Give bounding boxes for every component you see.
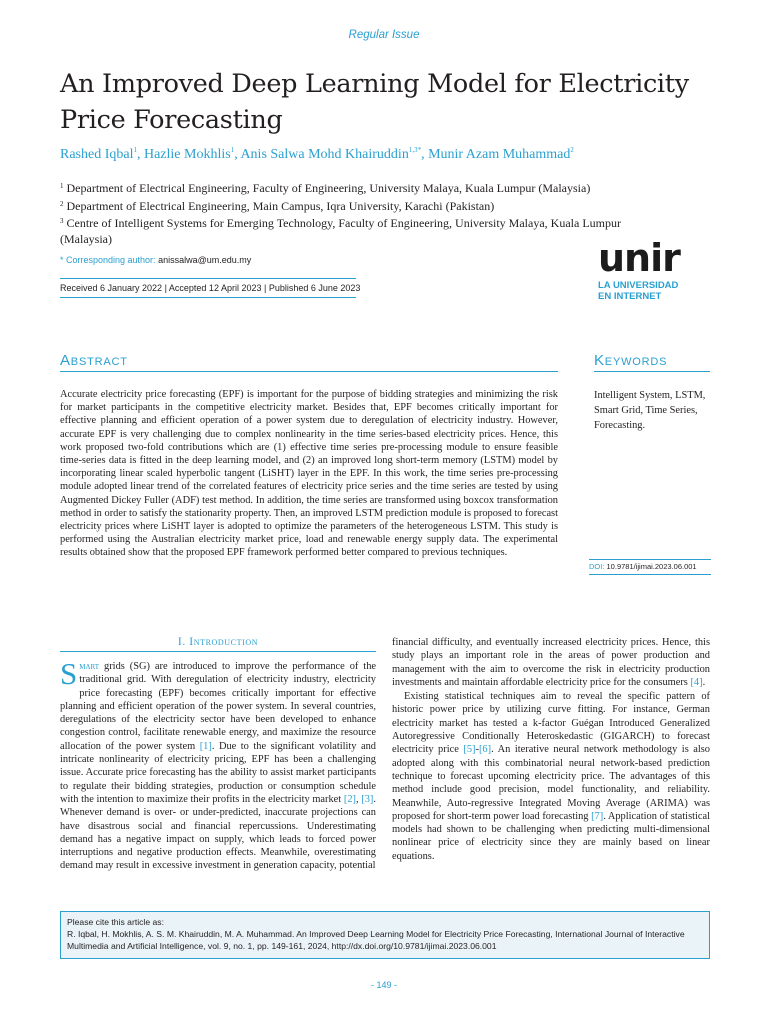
affiliation-sup: 3 xyxy=(60,217,64,225)
intro-paragraph xyxy=(392,636,710,689)
author-affiliation-sup: 1,3* xyxy=(408,146,422,154)
author-separator: , xyxy=(234,147,241,162)
body-column-right xyxy=(392,636,710,863)
reference-link[interactable]: [4] xyxy=(690,676,703,688)
affiliation-item xyxy=(60,179,660,197)
author-name[interactable]: Munir Azam Muhammad xyxy=(428,147,571,162)
affiliation-item xyxy=(60,214,660,247)
citation-text: R. Iqbal, H. Mokhlis, A. S. M. Khairuddin, M. A. Muhammad. An Improved Deep Learning Model for Electricity Price Forecasting, International Journal of Interactive Multimedia and Artificial Intelligence, vol. 9, no. 1, pp. 149-161, 2024, http://dx.doi.org/10.9781/ijimai.2023.06.001 xyxy=(67,929,685,951)
affiliation-text: Department of Electrical Engineering, Faculty of Engineering, University Malaya, Kuala Lumpur (Malaysia) xyxy=(66,181,591,195)
lead-word: mart xyxy=(79,661,100,672)
author-affiliation-sup: 2 xyxy=(570,146,574,154)
doi-link[interactable]: 10.9781/ijimai.2023.06.001 xyxy=(606,562,697,571)
paragraph-text: grids (SG) are introduced to improve the performance of the traditional grid. With deregulation of electricity industry, electricity price forecasting (EPF) becomes critically important for effective planning and efficient operation of the power system. In several countries, deregulations of the electricity sector have been developed to enhance congestion control, facilitate renewable energy, and maximize the resource allocation of the power system xyxy=(60,661,376,752)
paragraph-text: Existing statistical techniques aim to reveal the specific pattern of historic power price by utilizing curve fitting. For instance, German electricity market has tested a k-factor Guégan Introduced Generalized Autoregressive Conditionally Heteroskedastic (GIGARCH) to forecast electricity price xyxy=(392,691,710,756)
paper-title: An Improved Deep Learning Model for Electricity Price Forecasting xyxy=(60,69,689,135)
intro-paragraph xyxy=(60,656,376,873)
abstract-text: Accurate electricity price forecasting (EPF) is important for the purpose of bidding strategies and minimizing the risk for market participants in the competitive electricity market. Besides that, EPF becomes critically important for effective planning and efficient operation of a power system due to deregulation of electricity industry. However, accurate EPF is very challenging due to complex nonlinearity in the time series-based electricity prices. Hence, this work proposed two-fold contributions which are (1) effective time series pre-processing module to ensure feasible time-series data is fitted in the deep learning model, and (2) an improved long short-term memory (LSTM) model by incorporating linear scaled hyperbolic tangent (LiSHT) layer in the EPF. In this work, the time series pre-processing module adopted linear trend of the correlated features of electricity price series and the time series are tested by using Augmented Dickey Fuller (ADF) test method. In addition, the time series are transformed using boxcox transformation method in order to satisfy the stationarity property. Then, an improved LSTM prediction module is proposed to forecast electricity prices where LiSHT layer is adopted to optimize the parameters of the heterogeneous LSTM. This study is performed using the Australian electricity market price, load and renewable energy supply data. The experimental results obtained show that the proposed EPF framework performed better compared to previous techniques. xyxy=(60,389,558,559)
author-affiliation-sup: 1 xyxy=(133,146,137,154)
doi-box xyxy=(589,559,711,575)
logo-tagline-1: LA UNIVERSIDAD xyxy=(598,280,679,291)
intro-paragraph xyxy=(392,690,710,863)
keywords-text: Intelligent System, LSTM, Smart Grid, Time Series, Forecasting. xyxy=(594,390,706,431)
logo-wordmark: unir xyxy=(598,236,680,280)
paragraph-text: . Whenever demand is over- or under-predicted, inaccurate projections can have disastrous social and financial repercussions. Underestimating demand has a negative impact on supply, which leads to forced power interruptions and negative production effects. Meanwhile, overestimating demand may result in excessive investment in generation capacity, potential xyxy=(60,793,376,872)
publication-dates: Received 6 January 2022 | Accepted 12 April 2023 | Published 6 June 2023 xyxy=(60,278,356,298)
corresponding-author xyxy=(60,255,251,265)
affiliation-text: Department of Electrical Engineering, Main Campus, Iqra University, Karachi (Pakistan) xyxy=(66,198,495,213)
affiliation-list xyxy=(60,179,660,247)
body-column-left xyxy=(60,656,376,873)
reference-separator: , xyxy=(355,793,362,805)
abstract-heading: Abstract xyxy=(60,352,558,372)
author-name[interactable]: Rashed Iqbal xyxy=(60,147,134,162)
affiliation-item xyxy=(60,197,660,215)
corresponding-email[interactable]: anissalwa@um.edu.my xyxy=(158,255,252,265)
drop-cap: S xyxy=(60,656,78,691)
reference-link[interactable]: [1] xyxy=(199,740,212,752)
paragraph-text: . An iterative neural network methodology is also adopted along with this combinatorial neural network-based prediction technique to forecast upcoming electricity price. The advantages of this method include good precision, model functionality, and reliability. Meanwhile, Auto-regressive Integrated Moving Average (ARIMA) was proposed for short-term power load forecasting xyxy=(392,744,711,822)
author-affiliation-sup: 1 xyxy=(230,146,235,154)
reference-link[interactable]: [3] xyxy=(361,793,374,805)
author-separator: , xyxy=(421,147,429,162)
affiliation-sup: 2 xyxy=(60,199,64,208)
unir-logo[interactable] xyxy=(598,236,718,302)
reference-link[interactable]: [2] xyxy=(343,793,356,805)
affiliation-sup: 1 xyxy=(60,182,64,190)
author-name[interactable]: Anis Salwa Mohd Khairuddin xyxy=(240,147,409,162)
paragraph-text: financial difficulty, and eventually increased electricity prices. Hence, this study plays an important role in the areas of power production and management with the aim to overcome the risk in electricity production investments and maintain affordable electricity price for the consumers xyxy=(392,637,710,688)
reference-link[interactable]: [7] xyxy=(591,810,604,822)
corresponding-label: * Corresponding author: xyxy=(60,255,156,265)
paragraph-text: . xyxy=(702,676,706,688)
paragraph-text: . Application of statistical models had shown to be challenging when predicting multi-dimensional nonlinear price of electricity since they are mainly based on linear equations. xyxy=(392,810,710,862)
author-separator: , xyxy=(136,147,144,162)
author-name[interactable]: Hazlie Mokhlis xyxy=(143,147,231,162)
issue-label: Regular Issue xyxy=(348,29,420,41)
introduction-heading: I. Introduction xyxy=(60,636,376,652)
doi-label: DOI: xyxy=(589,562,605,571)
citation-box xyxy=(60,911,710,959)
reference-link[interactable]: [5] xyxy=(463,744,476,756)
citation-label: Please cite this article as: xyxy=(67,917,164,927)
paragraph-text: . Due to the significant volatility and intricate nonlinearity of electricity pricing, EPF has been a challenging issue. Accurate price forecasting has the ability to assist market participants to regulate their bidding strategies, production or consumption schedule with the intention to maximize their profits in the electricity market xyxy=(60,740,376,805)
author-list xyxy=(60,146,720,163)
keywords-heading: Keywords xyxy=(594,352,710,372)
reference-link[interactable]: [6] xyxy=(478,744,492,756)
affiliation-text: Centre of Intelligent Systems for Emerging Technology, Faculty of Engineering, University Malaya, Kuala Lumpur (Malaysia) xyxy=(60,216,621,246)
page-number: - 149 - xyxy=(370,980,397,990)
logo-tagline-2: EN INTERNET xyxy=(598,291,662,302)
reference-separator: - xyxy=(475,744,479,756)
